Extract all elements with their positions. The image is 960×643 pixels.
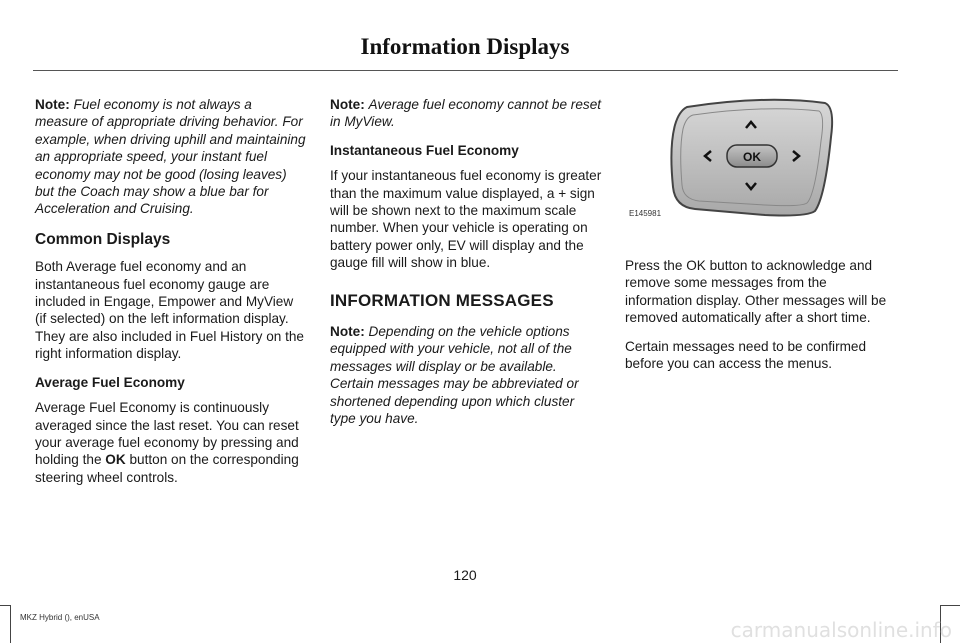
note-myview	[330, 96, 602, 131]
para-common-displays: Both Average fuel economy and an instantaneous fuel economy gauge are included in Engage, Empower and MyView (if selected) on the left information display. They are also included in Fuel History on the right information display.	[35, 259, 304, 362]
para-avg-text-1: Average Fuel Economy is continuously averaged since the last reset. You can reset your average fuel economy by pressing and holding the	[35, 400, 299, 468]
crop-mark-right-h	[940, 605, 960, 606]
column-right	[625, 257, 897, 383]
heading-information-messages: INFORMATION MESSAGES	[330, 290, 554, 310]
ok-button-label: OK	[743, 150, 761, 164]
ok-keyword: OK	[105, 452, 126, 468]
column-left	[35, 96, 307, 497]
page-number: 120	[453, 567, 477, 583]
heading-instantaneous-fuel-economy: Instantaneous Fuel Economy	[330, 142, 519, 158]
column-middle	[330, 96, 602, 439]
para-instantaneous-fuel-economy: If your instantaneous fuel economy is greater than the maximum value displayed, a + sign will be shown next to the maximum scale number. When your vehicle is operating on battery power only, EV will display and the gauge fill will show in blue.	[330, 168, 602, 271]
steering-control-pad-illustration	[625, 97, 835, 222]
note-text: Average fuel economy cannot be reset in MyView.	[330, 97, 602, 130]
steering-wheel-controls-figure	[625, 97, 835, 222]
note-label: Note:	[330, 324, 365, 340]
page-title: Information Displays	[360, 34, 570, 59]
para-avg-text-2: button on the corresponding steering wheel controls.	[35, 452, 299, 485]
note-text: Fuel economy is not always a measure of appropriate driving behavior. For example, when driving uphill and maintaining an appropriate speed, your instant fuel economy may not be good (losing leaves) but the Coach may show a blue bar for Acceleration and Cruising.	[35, 97, 306, 217]
para-average-fuel-economy	[35, 399, 307, 486]
figure-code: E145981	[629, 209, 662, 218]
note-fuel-economy	[35, 96, 307, 218]
note-vehicle-options	[330, 323, 602, 427]
crop-mark-left-h	[0, 605, 10, 606]
header-rule	[33, 70, 898, 71]
heading-average-fuel-economy: Average Fuel Economy	[35, 374, 185, 390]
watermark: carmanualsonline.info	[730, 618, 952, 642]
crop-mark-left	[10, 605, 11, 643]
para-press-ok: Press the OK button to acknowledge and remove some messages from the information display. Other messages will be removed automatically after a short time.	[625, 258, 887, 326]
para-confirm-messages: Certain messages need to be confirmed before you can access the menus.	[625, 338, 867, 372]
note-label: Note:	[35, 97, 70, 112]
heading-common-displays: Common Displays	[35, 230, 171, 248]
note-label: Note:	[330, 97, 365, 112]
footer-doc-line: MKZ Hybrid (), enUSA	[20, 613, 100, 622]
note-text: Depending on the vehicle options equipped with your vehicle, not all of the messages will display or be available. Certain messages may be abbreviated or shortened depending upon which cluster type you have.	[330, 324, 579, 427]
